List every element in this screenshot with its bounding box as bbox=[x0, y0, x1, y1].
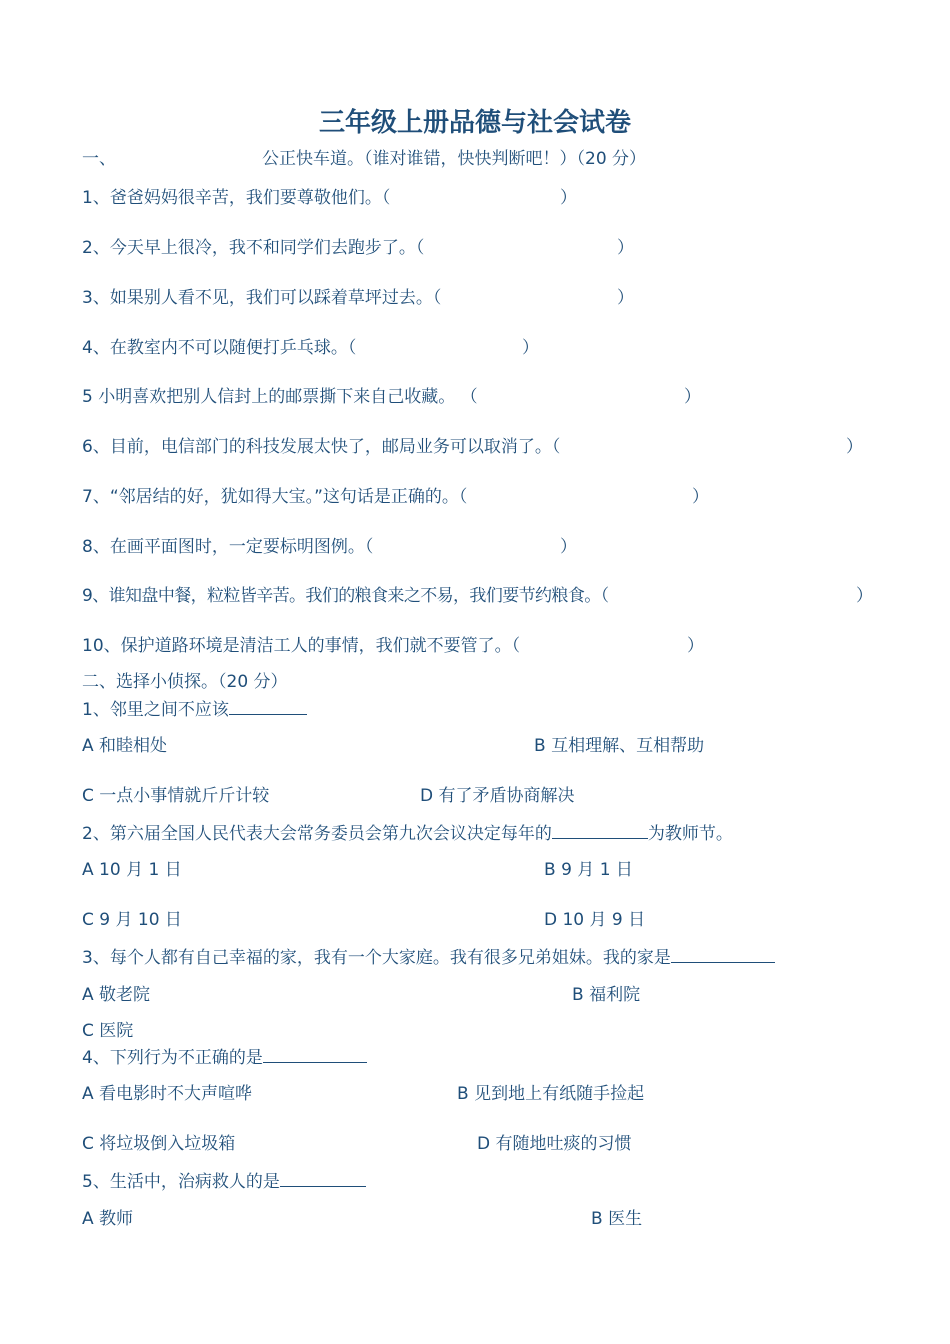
section2-heading: 二、选择小侦探。（20 分） bbox=[82, 672, 288, 692]
q1-option-d: D 有了矛盾协商解决 bbox=[420, 786, 575, 806]
judge-item-6: 6、目前，电信部门的科技发展太快了，邮局业务可以取消了。（ bbox=[82, 437, 561, 457]
q1-option-a: A 和睦相处 bbox=[82, 736, 168, 756]
section1-number: 一、 bbox=[82, 149, 116, 169]
choice-q2-tail: 为教师节。 bbox=[647, 824, 733, 844]
choice-q5 bbox=[82, 1168, 366, 1194]
answer-blank-q1[interactable] bbox=[229, 696, 307, 715]
judge-item-3-close: ） bbox=[617, 288, 634, 308]
judge-item-2: 2、今天早上很冷，我不和同学们去跑步了。（ bbox=[82, 238, 425, 258]
q4-option-a: A 看电影时不大声喧哗 bbox=[82, 1084, 253, 1104]
judge-item-5: 5 小明喜欢把别人信封上的邮票撕下来自己收藏。 （ bbox=[82, 387, 478, 407]
judge-item-7: 7、“邻居结的好，犹如得大宝。”这句话是正确的。（ bbox=[82, 487, 468, 507]
judge-item-10-close: ） bbox=[687, 636, 704, 656]
judge-item-10: 10、保护道路环境是清洁工人的事情，我们就不要管了。（ bbox=[82, 636, 521, 656]
choice-q4-text: 4、下列行为不正确的是 bbox=[82, 1048, 263, 1068]
q2-option-d: D 10 月 9 日 bbox=[544, 910, 646, 930]
q5-option-a: A 教师 bbox=[82, 1209, 134, 1229]
judge-item-8: 8、在画平面图时，一定要标明图例。（ bbox=[82, 537, 374, 557]
answer-blank-q4[interactable] bbox=[263, 1044, 367, 1063]
q3-option-c: C 医院 bbox=[82, 1021, 134, 1041]
choice-q2 bbox=[82, 820, 733, 846]
judge-item-4-close: ） bbox=[522, 338, 539, 358]
judge-item-3: 3、如果别人看不见，我们可以踩着草坪过去。（ bbox=[82, 288, 442, 308]
q2-option-a: A 10 月 1 日 bbox=[82, 860, 182, 880]
answer-blank-q2[interactable] bbox=[552, 820, 648, 839]
judge-item-9: 9、谁知盘中餐，粒粒皆辛苦。我们的粮食来之不易，我们要节约粮食。（ bbox=[82, 586, 609, 606]
answer-blank-q3[interactable] bbox=[671, 944, 775, 963]
q1-option-c: C 一点小事情就斤斤计较 bbox=[82, 786, 270, 806]
answer-blank-q5[interactable] bbox=[280, 1168, 366, 1187]
judge-item-6-close: ） bbox=[846, 437, 863, 457]
q3-option-a: A 敬老院 bbox=[82, 985, 151, 1005]
section1-heading: 公正快车道。（谁对谁错，快快判断吧！）（20 分） bbox=[262, 149, 647, 169]
choice-q1-text: 1、邻里之间不应该 bbox=[82, 700, 229, 720]
judge-item-2-close: ） bbox=[617, 238, 634, 258]
choice-q3 bbox=[82, 944, 775, 970]
judge-item-4: 4、在教室内不可以随便打乒乓球。（ bbox=[82, 338, 357, 358]
choice-q1 bbox=[82, 696, 307, 722]
judge-item-8-close: ） bbox=[560, 537, 577, 557]
q1-option-b: B 互相理解、互相帮助 bbox=[534, 736, 705, 756]
judge-item-1: 1、爸爸妈妈很辛苦，我们要尊敬他们。（ bbox=[82, 188, 391, 208]
choice-q4 bbox=[82, 1044, 367, 1070]
q4-option-d: D 有随地吐痰的习惯 bbox=[477, 1134, 632, 1154]
q5-option-b: B 医生 bbox=[591, 1209, 643, 1229]
judge-item-9-close: ） bbox=[856, 586, 873, 606]
judge-item-5-close: ） bbox=[684, 387, 701, 407]
choice-q3-text: 3、每个人都有自己幸福的家，我有一个大家庭。我有很多兄弟姐妹。我的家是 bbox=[82, 948, 671, 968]
q3-option-b: B 福利院 bbox=[572, 985, 641, 1005]
q4-option-c: C 将垃圾倒入垃圾箱 bbox=[82, 1134, 236, 1154]
choice-q5-text: 5、生活中，治病救人的是 bbox=[82, 1172, 280, 1192]
q4-option-b: B 见到地上有纸随手捡起 bbox=[457, 1084, 645, 1104]
judge-item-1-close: ） bbox=[560, 188, 577, 208]
choice-q2-text: 2、第六届全国人民代表大会常务委员会第九次会议决定每年的 bbox=[82, 824, 552, 844]
judge-item-7-close: ） bbox=[692, 487, 709, 507]
q2-option-b: B 9 月 1 日 bbox=[544, 860, 633, 880]
q2-option-c: C 9 月 10 日 bbox=[82, 910, 182, 930]
page-title: 三年级上册品德与社会试卷 bbox=[318, 108, 631, 138]
